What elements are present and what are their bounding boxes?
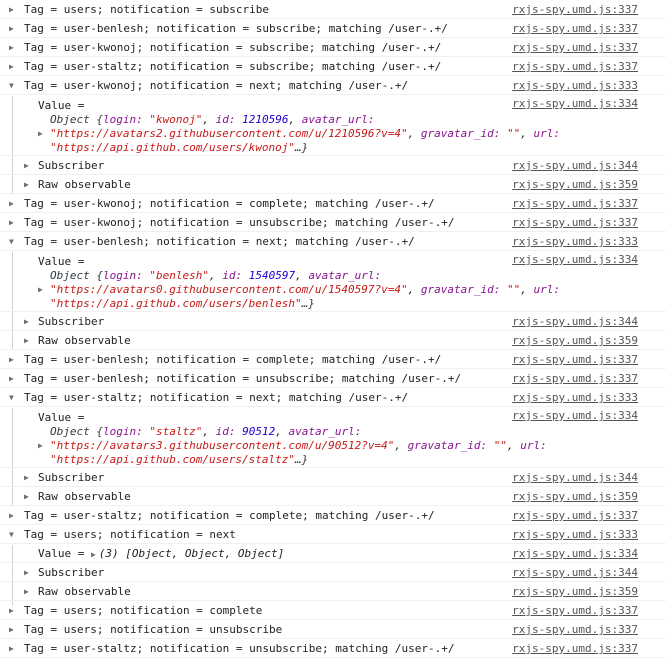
- collapsed-arrow-icon[interactable]: ▶: [9, 24, 14, 33]
- source-link[interactable]: rxjs-spy.umd.js:359: [512, 490, 638, 503]
- expanded-arrow-icon[interactable]: ▼: [9, 237, 14, 246]
- value-label: Value =: [38, 255, 85, 268]
- log-message: Tag = user-staltz; notification = unsubscribe; matching /user-.+/: [24, 642, 455, 655]
- collapsed-arrow-icon[interactable]: ▶: [9, 62, 14, 71]
- raw-observable-label: Raw observable: [38, 178, 131, 191]
- log-message: Tag = users; notification = unsubscribe: [24, 623, 283, 636]
- raw-observable-row[interactable]: [0, 331, 666, 350]
- log-row[interactable]: [0, 57, 666, 76]
- subscriber-label: Subscriber: [38, 315, 105, 328]
- source-link[interactable]: rxjs-spy.umd.js:334: [512, 253, 638, 266]
- log-row[interactable]: [0, 19, 666, 38]
- expanded-arrow-icon[interactable]: ▼: [9, 530, 14, 539]
- object-preview[interactable]: Object {login: "staltz", id: 90512, avatar_url:: [50, 425, 362, 438]
- collapsed-arrow-icon[interactable]: ▶: [9, 644, 14, 653]
- source-link[interactable]: rxjs-spy.umd.js:344: [512, 315, 638, 328]
- log-message: Tag = user-kwonoj; notification = next; matching /user-.+/: [24, 79, 409, 92]
- log-row[interactable]: [0, 369, 666, 388]
- subscriber-label: Subscriber: [38, 471, 105, 484]
- source-link[interactable]: rxjs-spy.umd.js:337: [512, 642, 638, 655]
- raw-observable-row[interactable]: [0, 582, 666, 601]
- collapsed-arrow-icon[interactable]: ▶: [9, 625, 14, 634]
- value-entry: [0, 251, 666, 312]
- source-link[interactable]: rxjs-spy.umd.js:337: [512, 41, 638, 54]
- source-link[interactable]: rxjs-spy.umd.js:344: [512, 471, 638, 484]
- log-row[interactable]: [0, 194, 666, 213]
- subscriber-row[interactable]: [0, 156, 666, 175]
- array-preview[interactable]: (3) [Object, Object, Object]: [98, 547, 285, 560]
- value-entry: [0, 544, 666, 563]
- source-link[interactable]: rxjs-spy.umd.js:337: [512, 623, 638, 636]
- collapsed-arrow-icon[interactable]: ▶: [24, 568, 29, 577]
- source-link[interactable]: rxjs-spy.umd.js:334: [512, 547, 638, 560]
- source-link[interactable]: rxjs-spy.umd.js:359: [512, 334, 638, 347]
- log-group-row[interactable]: [0, 76, 666, 95]
- log-row[interactable]: [0, 601, 666, 620]
- expand-object-arrow-icon[interactable]: ▶: [38, 129, 43, 138]
- source-link[interactable]: rxjs-spy.umd.js:337: [512, 604, 638, 617]
- log-message: Tag = users; notification = next: [24, 528, 236, 541]
- log-row[interactable]: [0, 506, 666, 525]
- collapsed-arrow-icon[interactable]: ▶: [9, 511, 14, 520]
- log-row[interactable]: [0, 620, 666, 639]
- object-preview-line: "https://avatars3.githubusercontent.com/u/90512?v=4", gravatar_id: "", url:: [50, 439, 547, 452]
- source-link[interactable]: rxjs-spy.umd.js:337: [512, 216, 638, 229]
- value-label: Value =: [38, 411, 85, 424]
- source-link[interactable]: rxjs-spy.umd.js:359: [512, 585, 638, 598]
- log-message: Tag = user-staltz; notification = subscribe; matching /user-.+/: [24, 60, 442, 73]
- value-entry: [0, 407, 666, 468]
- log-group-row[interactable]: [0, 232, 666, 251]
- log-message: Tag = user-kwonoj; notification = unsubscribe; matching /user-.+/: [24, 216, 455, 229]
- collapsed-arrow-icon[interactable]: ▶: [9, 43, 14, 52]
- source-link[interactable]: rxjs-spy.umd.js:337: [512, 197, 638, 210]
- log-row[interactable]: [0, 350, 666, 369]
- log-row[interactable]: [0, 0, 666, 19]
- raw-observable-row[interactable]: [0, 175, 666, 194]
- log-message: Tag = user-kwonoj; notification = subscribe; matching /user-.+/: [24, 41, 442, 54]
- source-link[interactable]: rxjs-spy.umd.js:337: [512, 353, 638, 366]
- expand-array-arrow-icon[interactable]: ▶: [90, 550, 96, 559]
- log-group-row[interactable]: [0, 388, 666, 407]
- collapsed-arrow-icon[interactable]: ▶: [24, 180, 29, 189]
- log-message: Tag = user-staltz; notification = next; matching /user-.+/: [24, 391, 409, 404]
- source-link[interactable]: rxjs-spy.umd.js:337: [512, 22, 638, 35]
- source-link[interactable]: rxjs-spy.umd.js:334: [512, 97, 638, 110]
- source-link[interactable]: rxjs-spy.umd.js:337: [512, 3, 638, 16]
- expand-object-arrow-icon[interactable]: ▶: [38, 285, 43, 294]
- log-message: Tag = user-kwonoj; notification = complete; matching /user-.+/: [24, 197, 435, 210]
- object-preview-line: "https://api.github.com/users/benlesh"…}: [50, 297, 315, 310]
- expand-object-arrow-icon[interactable]: ▶: [38, 441, 43, 450]
- collapsed-arrow-icon[interactable]: ▶: [24, 161, 29, 170]
- expanded-arrow-icon[interactable]: ▼: [9, 393, 14, 402]
- collapsed-arrow-icon[interactable]: ▶: [9, 606, 14, 615]
- log-message: Tag = user-staltz; notification = complete; matching /user-.+/: [24, 509, 435, 522]
- collapsed-arrow-icon[interactable]: ▶: [9, 374, 14, 383]
- collapsed-arrow-icon[interactable]: ▶: [24, 317, 29, 326]
- value-array-line: [38, 544, 284, 563]
- collapsed-arrow-icon[interactable]: ▶: [24, 587, 29, 596]
- collapsed-arrow-icon[interactable]: ▶: [24, 336, 29, 345]
- object-preview[interactable]: Object {login: "benlesh", id: 1540597, avatar_url:: [50, 269, 382, 282]
- collapsed-arrow-icon[interactable]: ▶: [24, 492, 29, 501]
- source-link[interactable]: rxjs-spy.umd.js:333: [512, 79, 638, 92]
- log-row[interactable]: [0, 38, 666, 57]
- value-label: Value =: [38, 99, 85, 112]
- subscriber-label: Subscriber: [38, 159, 105, 172]
- raw-observable-row[interactable]: [0, 487, 666, 506]
- raw-observable-label: Raw observable: [38, 585, 131, 598]
- collapsed-arrow-icon[interactable]: ▶: [9, 5, 14, 14]
- log-group-row[interactable]: [0, 525, 666, 544]
- source-link[interactable]: rxjs-spy.umd.js:359: [512, 178, 638, 191]
- source-link[interactable]: rxjs-spy.umd.js:337: [512, 372, 638, 385]
- object-preview-line: "https://api.github.com/users/staltz"…}: [50, 453, 309, 466]
- source-link[interactable]: rxjs-spy.umd.js:334: [512, 409, 638, 422]
- object-preview-line: "https://avatars2.githubusercontent.com/u/1210596?v=4", gravatar_id: "", url:: [50, 127, 560, 140]
- source-link[interactable]: rxjs-spy.umd.js:337: [512, 509, 638, 522]
- log-row[interactable]: [0, 213, 666, 232]
- source-link[interactable]: rxjs-spy.umd.js:337: [512, 60, 638, 73]
- subscriber-row[interactable]: [0, 312, 666, 331]
- subscriber-row[interactable]: [0, 563, 666, 582]
- collapsed-arrow-icon[interactable]: ▶: [9, 199, 14, 208]
- source-link[interactable]: rxjs-spy.umd.js:333: [512, 528, 638, 541]
- subscriber-label: Subscriber: [38, 566, 105, 579]
- log-message: Tag = user-benlesh; notification = complete; matching /user-.+/: [24, 353, 442, 366]
- source-link[interactable]: rxjs-spy.umd.js:333: [512, 235, 638, 248]
- object-preview-line: "https://avatars0.githubusercontent.com/u/1540597?v=4", gravatar_id: "", url:: [50, 283, 560, 296]
- log-message: Tag = users; notification = subscribe: [24, 3, 270, 16]
- value-entry: [0, 95, 666, 156]
- raw-observable-label: Raw observable: [38, 334, 131, 347]
- log-message: Tag = user-benlesh; notification = next; matching /user-.+/: [24, 235, 415, 248]
- log-row[interactable]: [0, 639, 666, 658]
- expanded-arrow-icon[interactable]: ▼: [9, 81, 14, 90]
- source-link[interactable]: rxjs-spy.umd.js:333: [512, 391, 638, 404]
- value-label: Value =: [38, 547, 85, 560]
- raw-observable-label: Raw observable: [38, 490, 131, 503]
- collapsed-arrow-icon[interactable]: ▶: [9, 355, 14, 364]
- subscriber-row[interactable]: [0, 468, 666, 487]
- object-preview-line: "https://api.github.com/users/kwonoj"…}: [50, 141, 309, 154]
- collapsed-arrow-icon[interactable]: ▶: [9, 218, 14, 227]
- log-message: Tag = users; notification = complete: [24, 604, 263, 617]
- log-message: Tag = user-benlesh; notification = subscribe; matching /user-.+/: [24, 22, 448, 35]
- source-link[interactable]: rxjs-spy.umd.js:344: [512, 566, 638, 579]
- collapsed-arrow-icon[interactable]: ▶: [24, 473, 29, 482]
- log-message: Tag = user-benlesh; notification = unsubscribe; matching /user-.+/: [24, 372, 462, 385]
- source-link[interactable]: rxjs-spy.umd.js:344: [512, 159, 638, 172]
- object-preview[interactable]: Object {login: "kwonoj", id: 1210596, avatar_url:: [50, 113, 375, 126]
